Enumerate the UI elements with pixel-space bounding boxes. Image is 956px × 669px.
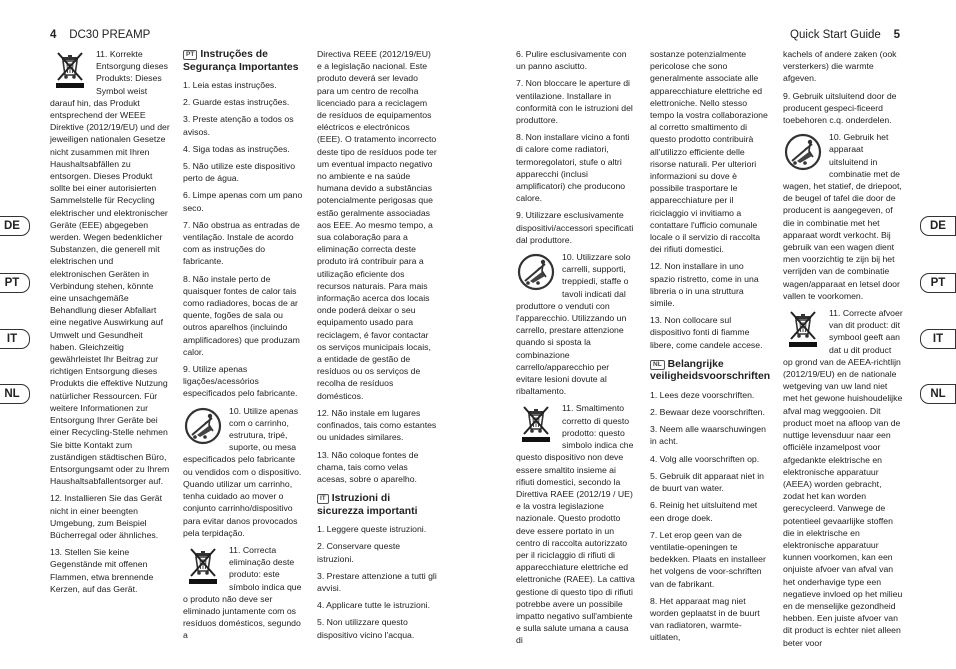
it-item-12: 12. Non installare in uno spazio ristretto, come in una libreria o in una struttura simile. <box>650 261 759 309</box>
crossed-bin-icon <box>783 308 823 348</box>
it-tag: IT <box>317 494 329 504</box>
pt-item-13: 13. Não coloque fontes de chama, tais como velas acesas, sobre o aparelho. <box>317 449 419 484</box>
crossed-bin-icon <box>516 403 556 443</box>
pt-tag: PT <box>183 50 197 60</box>
nl-item-5: 5. Gebruik dit apparaat niet in de buurt van water. <box>650 470 764 494</box>
it-item-2: 2. Conservare queste istruzioni. <box>317 541 401 564</box>
tab-it-right[interactable]: IT <box>920 329 956 349</box>
it-item-10: 10. Utilizzare solo carrelli, supporti, treppiedi, staffe o tavoli indicati dal produttore o venduti con l'apparecchio. Utilizzando un carrello, prestare attenzione quando si sposta la combinazione carrello/apparecchio per evitare lesioni dovute al ribaltamento. <box>516 252 631 397</box>
pt-item-3: 3. Preste atenção a todos os avisos. <box>183 114 294 137</box>
it-item-4: 4. Applicare tutte le istruzioni. <box>317 600 430 611</box>
left-page-number: 4 <box>50 29 57 41</box>
left-page-title: DC30 PREAMP <box>69 29 151 41</box>
nl-item-4: 4. Volg alle voorschriften op. <box>650 453 760 464</box>
right-page-header <box>790 29 900 41</box>
tab-nl-left[interactable]: NL <box>0 384 30 404</box>
it-item-5: 5. Non utilizzare questo dispositivo vicino l'acqua. <box>317 617 415 640</box>
nl-item-6: 6. Reinig het uitsluitend met een droge doek. <box>650 500 758 523</box>
it-item-6: 6. Pulire esclusivamente con un panno asciutto. <box>516 49 627 72</box>
nl-item-1: 1. Lees deze voorschriften. <box>650 389 755 400</box>
nl-item-3: 3. Neem alle waarschuwingen in acht. <box>650 424 766 447</box>
cart-tip-icon <box>783 132 823 172</box>
de-item-12: 12. Installieren Sie das Gerät nicht in einer beengten Umgebung, zum Beispiel Bücherregal oder ähnliches. <box>50 493 163 540</box>
pt-item-4: 4. Siga todas as instruções. <box>183 143 290 154</box>
pt-item-11: 11. Correcta eliminação deste produto: este símbolo indica que o produto não deve ser eliminado juntamente com os resíduos domésticos, segundo a <box>183 544 302 641</box>
de-item-11 <box>50 48 170 487</box>
it-item-9: 9. Utilizzare esclusivamente dispositivi/accessori specificati dal produttore. <box>516 210 634 245</box>
pt-heading: PT Instruções de Segurança Importantes <box>183 49 299 73</box>
nl-item-2: 2. Bewaar deze voorschriften. <box>650 407 765 418</box>
pt-item-9: 9. Utilize apenas ligações/acessórios especificados pelo fabricante. <box>183 364 298 399</box>
column-it-nl <box>650 48 771 643</box>
nl-item-11: 11. Correcte afvoer van dit product: dit symbool geeft aan dat u dit product op grond van de AEEA-richtlijn (2012/19/EU) en de nationale wetgeving van uw land niet met het gewone huishoudelijke afval mag weggooien. Dit product moet na afloop van de nuttige levensduur naar een officiële inzamelpost voor afgedankte elektrische en elektronische apparatuur (AEEA) worden gebracht, zodat het kan worden gerecycleerd. Vanwege de potentieel gevaarlijke stoffen die in elektrische en elektronische apparatuur kunnen voorkomen, kan een onjuiste afvoer van afval van het onderhavige type een negatieve invloed op het milieu en de menselijke gezondheid hebben. Een juiste afvoer van dit product is echter niet alleen beter voor <box>783 308 903 648</box>
tab-pt-left[interactable]: PT <box>0 273 30 293</box>
nl-item-10: 10. Gebruik het apparaat uitsluitend in combinatie met de wagen, het statief, de driepoot, de beugel of tafel die door de producent is aangegeven, of die in combinatie met het apparaat wordt verkocht. Bij gebruik van een wagen dient men voorzichtig te zijn bij het verrijden van de combinatie wagen/apparaat en letsel door vallen te voorkomen. <box>783 132 902 301</box>
pt-item-6: 6. Limpe apenas com um pano seco. <box>183 190 303 213</box>
pt-item-7: 7. Não obstrua as entradas de ventilação. Instale de acordo com as instruções do fabricante. <box>183 219 300 267</box>
nl-item-9: 9. Gebruik uitsluitend door de producent gespeci-ficeerd toebehoren c.q. onderdelen. <box>783 90 897 126</box>
tab-de-right[interactable]: DE <box>920 216 956 236</box>
right-page-number: 5 <box>893 29 900 41</box>
tab-pt-right[interactable]: PT <box>920 273 956 293</box>
it-item-11: 11. Smaltimento corretto di questo prodotto: questo simbolo indica che questo dispositivo non deve essere smaltito insieme ai rifiuti domestici, secondo la Direttiva RAEE (2012/19 / UE) e la vostra legislazione nazionale. Questo prodotto deve essere portato in un centro di raccolta autorizzato per il riciclaggio di rifiuti di apparecchiature elettriche ed elettroniche (RAEE). La cattiva gestione di questo tipo di rifiuti potrebbe avere un possibile impatto negativo sull'ambiente e sulla salute umana a causa di <box>516 403 635 646</box>
nl-tag: NL <box>650 360 665 370</box>
pt-item-2: 2. Guarde estas instruções. <box>183 97 290 108</box>
column-nl <box>783 48 903 648</box>
nl-item-8: 8. Het apparaat mag niet worden geplaatst in de buurt van radiatoren, warmte-uitlaten, <box>650 595 760 643</box>
pt-item-5: 5. Não utilize este dispositivo perto de água. <box>183 161 296 184</box>
left-page-header <box>50 29 150 41</box>
tab-de-left[interactable]: DE <box>0 216 30 236</box>
nl-item-7: 7. Let erop geen van de ventilatie-openingen te bedekken. Plaats en installeer het volgens de voor-schriften van de fabrikant. <box>650 529 766 589</box>
nl-heading: NL Belangrijke veiligheidsvoorschriften <box>650 358 771 383</box>
it-item-11-continued: sostanze potenzialmente pericolose che sono generalmente associate alle apparecchiature elettriche ed elettroniche. Nello stesso tempo la vostra collaborazione al corretto smaltimento di questo prodotto contribuirà all'utilizzo efficiente delle risorse naturali. Per ulteriori informazioni su dove è possibile trasportare le apparecchiature per il riciclaggio vi invitiamo a contattare l'ufficio comunale locale o il servizio di raccolta dei rifiuti domestici. <box>650 49 768 255</box>
column-pt-it <box>317 48 437 640</box>
nl-item-8-continued: kachels of andere zaken (ook versterkers) die warmte afgeven. <box>783 49 897 84</box>
de-item-11-text: 11. Korrekte Entsorgung dieses Produkts: Dieses Symbol weist darauf hin, das Produkt entsprechend der WEEE Direktive (2012/19/EU) und der jeweiligen nationalen Gesetze nicht zusammen mit Ihren Haushaltsabfällen zu entsorgen. Dieses Produkt sollte bei einer autorisierten Sammelstelle für Recycling elektrischer und elektronischer Geräte (EEE) abgegeben werden. Wegen bedenklicher Substanzen, die generell mit elektrischen und elektronischen Geräten in Verbindung stehen, könnte eine unsachgemäße Behandlung dieser Abfallart eine negative Auswirkung auf Umwelt und Gesundheit haben. Gleichzeitig gewährleistet Ihr Beitrag zur richtigen Entsorgung dieses Produkts die effektive Nutzung natürlicher Ressourcen. Für weitere Informationen zur Entsorgung Ihrer Geräte bei einer Recycling-Stelle nehmen Sie bitte Kontakt zum zuständigen städtischen Büro, Entsorgungsamt oder zu Ihrem Haushaltsabfallentsorger auf. <box>50 49 170 487</box>
it-item-13: 13. Non collocare sul dispositivo fonti di fiamme libere, come candele accese. <box>650 315 763 350</box>
tab-nl-right[interactable]: NL <box>920 384 956 404</box>
pt-item-11-continued: Directiva REEE (2012/19/EU) e a legislação nacional. Este produto deverá ser levado para um centro de recolha licenciado para a reciclagem de resíduos de equipamentos eléctricos e electrónicos (EEE). O tratamento incorrecto deste tipo de resíduos pode ter um eventual impacto negativo no ambiente e na saúde humana devido a substâncias potencialmente perigosas que estão geralmente associadas aos EEE. Ao mesmo tempo, a sua colaboração para a eliminação correcta deste produto irá contribuir para a utilização eficiente dos recursos naturais. Para mais informação acerca dos locais onde poderá deixar o seu equipamento usado para reciclagem, é favor contactar os serviços municipais locais, a entidade de gestão de resíduos ou os serviços de recolha de resíduos domésticos. <box>317 49 437 401</box>
column-de <box>50 48 170 628</box>
pt-item-8: 8. Não instale perto de quaisquer fontes de calor tais como radiadores, bocas de ar quente, fogões de sala ou outros aparelhos (incluindo amplificadores) que produzam calor. <box>183 273 300 357</box>
right-page-title: Quick Start Guide <box>790 29 881 41</box>
it-item-7: 7. Non bloccare le aperture di ventilazione. Installare in conformità con le istruzioni del produttore. <box>516 78 633 126</box>
pt-item-10: 10. Utilize apenas com o carrinho, estrutura, tripé, suporte, ou mesa especificados pelo fabricante ou vendidos com o dispositivo. Quando utilizar um carrinho, tenha cuidado ao mover o conjunto carrinho/dispositivo para evitar danos provocados pela terpidação. <box>183 405 302 538</box>
it-item-1: 1. Leggere queste istruzioni. <box>317 524 427 535</box>
column-it <box>516 48 636 646</box>
it-item-3: 3. Prestare attenzione a tutti gli avvisi. <box>317 570 437 593</box>
tab-it-left[interactable]: IT <box>0 329 30 349</box>
pt-item-12: 12. Não instale em lugares confinados, tais como estantes ou unidades similares. <box>317 407 437 443</box>
column-pt <box>183 48 303 641</box>
de-item-13: 13. Stellen Sie keine Gegenstände mit offenen Flammen, etwa brennende Kerzen, auf das Gerät. <box>50 547 154 594</box>
cart-tip-icon <box>516 252 556 292</box>
crossed-bin-icon <box>183 545 223 585</box>
crossed-bin-icon <box>50 49 90 89</box>
cart-tip-icon <box>183 406 223 446</box>
it-item-8: 8. Non installare vicino a fonti di calore come radiatori, termoregolatori, stufe o altri apparecchi (inclusi amplificatori) che producono calore. <box>516 132 630 204</box>
it-heading: IT Istruzioni di sicurezza importanti <box>317 493 418 517</box>
pt-item-1: 1. Leia estas instruções. <box>183 80 277 90</box>
